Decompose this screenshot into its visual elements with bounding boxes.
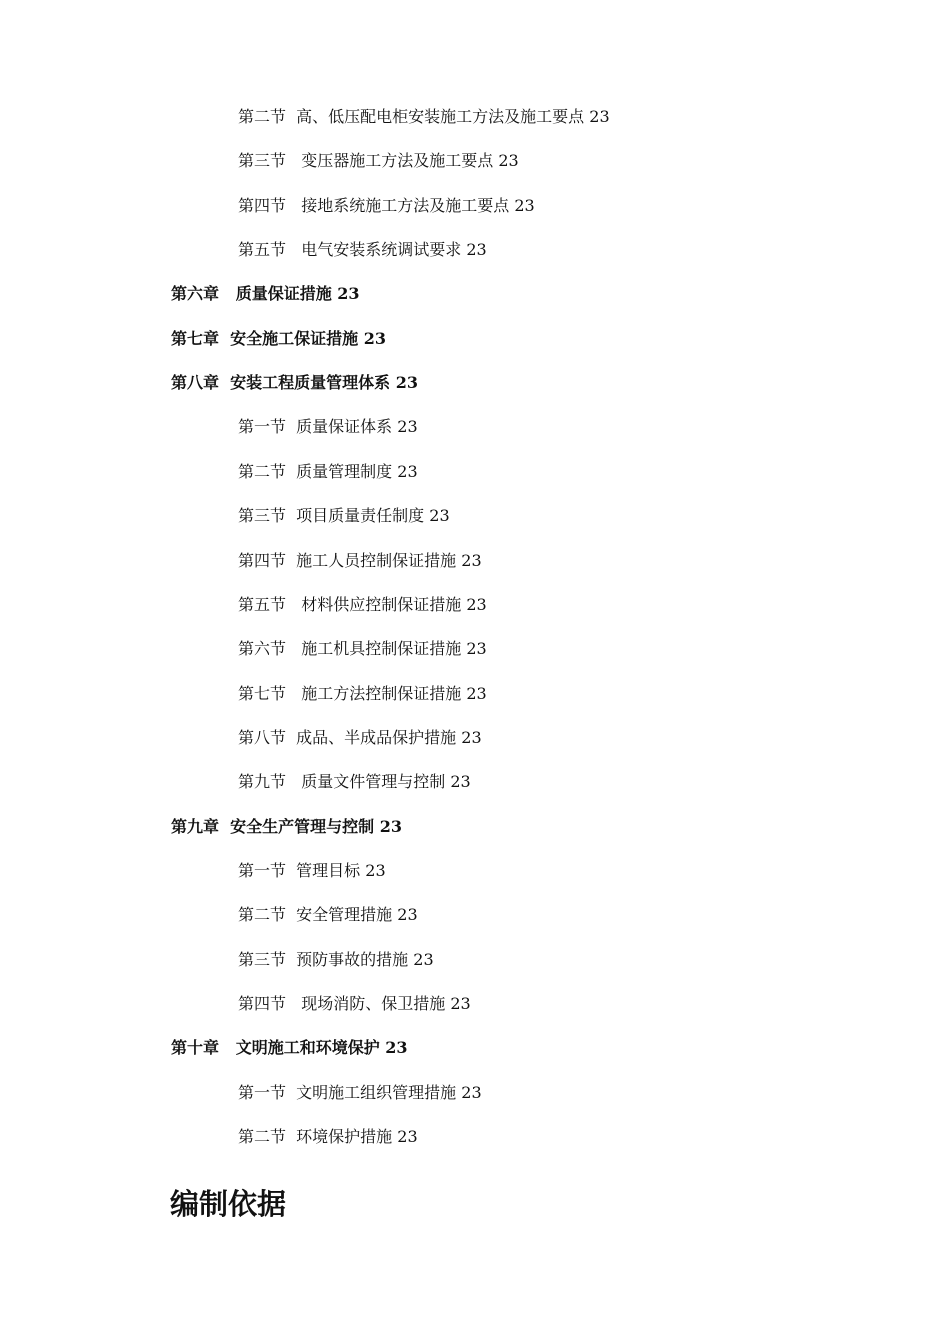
toc-section-entry[interactable]: 第三节 预防事故的措施 23 <box>238 950 434 969</box>
toc-section-entry[interactable]: 第四节 现场消防、保卫措施 23 <box>238 994 471 1013</box>
toc-section-entry[interactable]: 第一节 质量保证体系 23 <box>238 417 418 436</box>
toc-section-entry[interactable]: 第九节 质量文件管理与控制 23 <box>238 772 471 791</box>
toc-section-entry[interactable]: 第一节 文明施工组织管理措施 23 <box>238 1083 482 1102</box>
toc-chapter-entry[interactable]: 第八章 安装工程质量管理体系 23 <box>171 373 418 392</box>
toc-chapter-entry[interactable]: 第六章 质量保证措施 23 <box>171 284 360 303</box>
toc-section-entry[interactable]: 第五节 电气安装系统调试要求 23 <box>238 240 487 259</box>
toc-section-entry[interactable]: 第二节 安全管理措施 23 <box>238 905 418 924</box>
toc-section-entry[interactable]: 第七节 施工方法控制保证措施 23 <box>238 684 487 703</box>
toc-section-entry[interactable]: 第五节 材料供应控制保证措施 23 <box>238 595 487 614</box>
toc-chapter-entry[interactable]: 第十章 文明施工和环境保护 23 <box>171 1038 408 1057</box>
toc-section-entry[interactable]: 第四节 接地系统施工方法及施工要点 23 <box>238 196 535 215</box>
toc-section-entry[interactable]: 第八节 成品、半成品保护措施 23 <box>238 728 482 747</box>
toc-section-entry[interactable]: 第一节 管理目标 23 <box>238 861 386 880</box>
section-heading: 编制依据 <box>170 1187 287 1221</box>
toc-section-entry[interactable]: 第四节 施工人员控制保证措施 23 <box>238 551 482 570</box>
toc-section-entry[interactable]: 第二节 环境保护措施 23 <box>238 1127 418 1146</box>
toc-section-entry[interactable]: 第六节 施工机具控制保证措施 23 <box>238 639 487 658</box>
toc-chapter-entry[interactable]: 第七章 安全施工保证措施 23 <box>171 329 386 348</box>
toc-section-entry[interactable]: 第二节 高、低压配电柜安装施工方法及施工要点 23 <box>238 107 610 126</box>
toc-section-entry[interactable]: 第三节 变压器施工方法及施工要点 23 <box>238 151 519 170</box>
toc-section-entry[interactable]: 第三节 项目质量责任制度 23 <box>238 506 450 525</box>
toc-chapter-entry[interactable]: 第九章 安全生产管理与控制 23 <box>171 817 402 836</box>
toc-section-entry[interactable]: 第二节 质量管理制度 23 <box>238 462 418 481</box>
